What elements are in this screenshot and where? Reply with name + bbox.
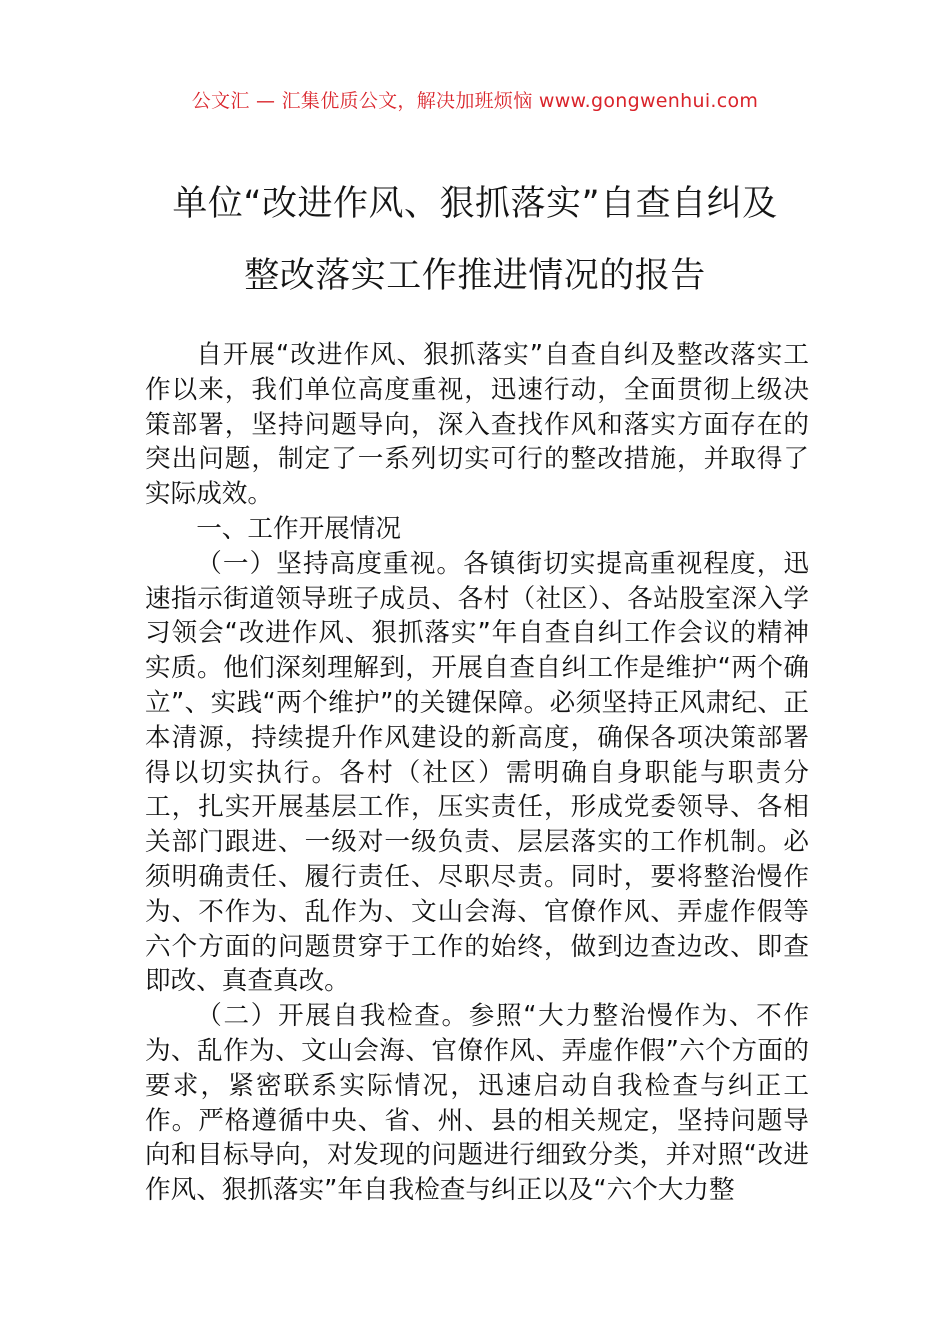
section-heading: 一、工作开展情况 (196, 513, 401, 544)
intro-paragraph: 自开展“改进作风、狠抓落实”自查自纠及整改落实工作以来，我们单位高度重视，迅速行动，全面贯彻上级决策部署，坚持问题导向，深入查找作风和落实方面存在的突出问题，制定了一系列切实可行的整改措施，并取得了实际成效。 (145, 340, 809, 510)
document-title (0, 168, 950, 312)
body-paragraph: （一）坚持高度重视。各镇街切实提高重视程度，迅速指示街道领导班子成员、各村（社区）、各站股室深入学习领会“改进作风、狠抓落实”年自查自纠工作会议的精神实质。他们深刻理解到，开展自查自纠工作是维护“两个确立”、实践“两个维护”的关键保障。必须坚持正风肃纪、正本清源，持续提升作风建设的新高度，确保各项决策部署得以切实执行。各村（社区）需明确自身职能与职责分工，扎实开展基层工作，压实责任，形成党委领导、各相关部门跟进、一级对一级负责、层层落实的工作机制。必须明确责任、履行责任、尽职尽责。同时，要将整治慢作为、不作为、乱作为、文山会海、官僚作风、弄虚作假等六个方面的问题贯穿于工作的始终，做到边查边改、即查即改、真查真改。 (145, 548, 809, 997)
body-paragraph: （二）开展自我检查。参照“大力整治慢作为、不作为、乱作为、文山会海、官僚作风、弄虚作假”六个方面的要求，紧密联系实际情况，迅速启动自我检查与纠正工作。严格遵循中央、省、州、县的相关规定，坚持问题导向和目标导向，对发现的问题进行细致分类，并对照“改进作风、狠抓落实”年自我检查与纠正以及“六个大力整 (145, 1001, 809, 1206)
site-header-banner: 公文汇 — 汇集优质公文，解决加班烦恼 www.gongwenhui.com (191, 90, 759, 112)
document-title-line-1: 单位“改进作风、狠抓落实”自查自纠及 (172, 184, 778, 224)
document-title-line-2: 整改落实工作推进情况的报告 (244, 256, 706, 296)
document-body (145, 338, 809, 1208)
